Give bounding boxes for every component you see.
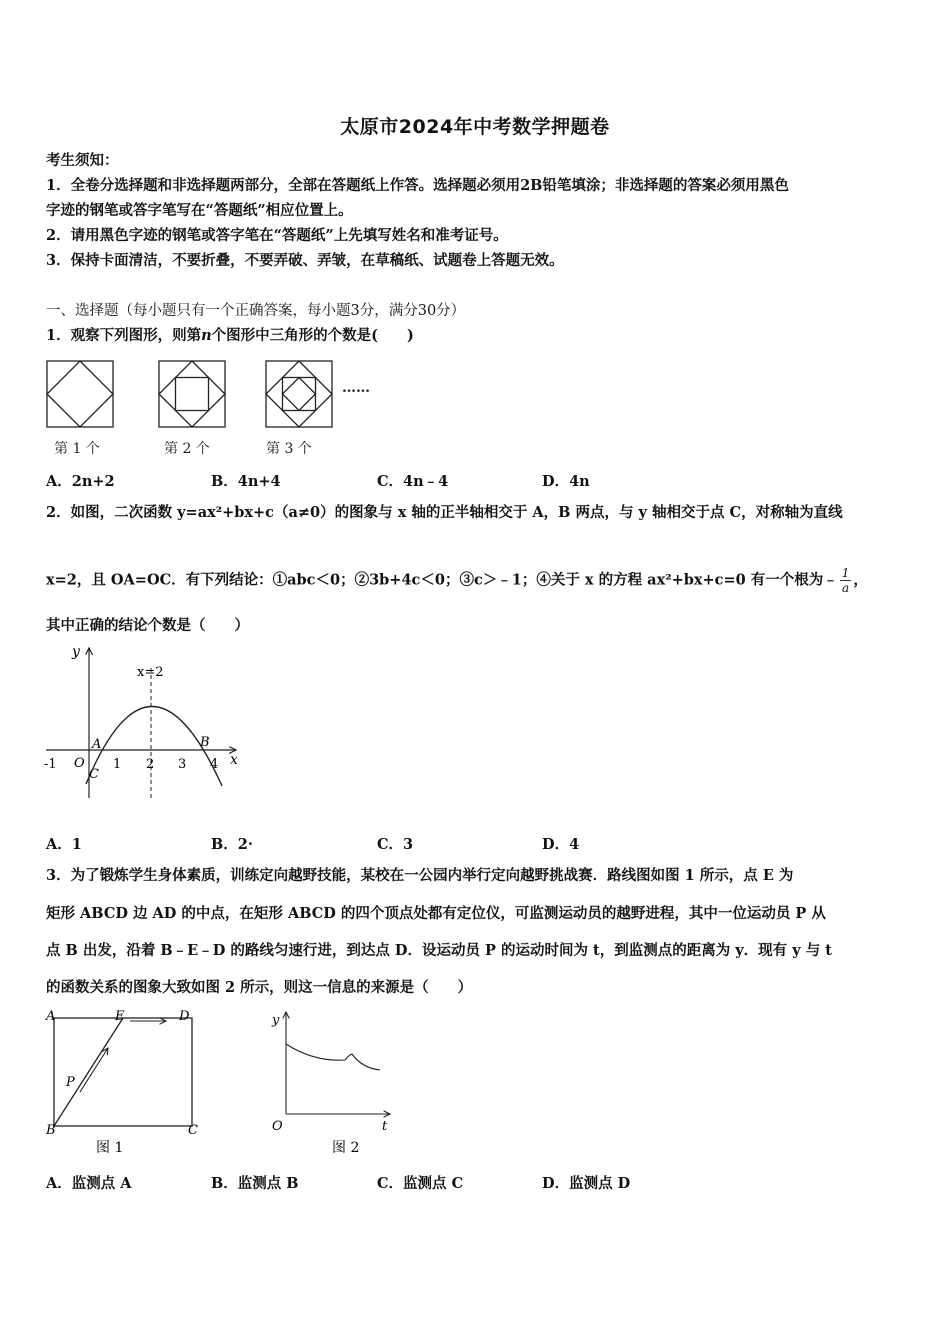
q2-y-label: y — [72, 644, 80, 660]
q1-figures — [44, 358, 444, 430]
q3-option-b[interactable]: B．监测点 B — [211, 1175, 299, 1192]
q2-point-c: C — [89, 767, 99, 782]
q2-option-b[interactable]: B．2· — [211, 836, 253, 853]
q1-figure-label: 第 3 个 — [266, 441, 312, 457]
q2-line-2b: ， — [853, 571, 868, 589]
q2-origin: O — [74, 756, 85, 771]
q2-tick: -1 — [44, 757, 57, 772]
q2-line-2 — [46, 566, 906, 595]
q2-tick: 4 — [210, 757, 219, 772]
section-heading: 一、选择题（每小题只有一个正确答案，每小题3分，满分30分） — [46, 303, 466, 319]
page-title: 太原市2024年中考数学押题卷 — [340, 116, 610, 138]
notice-item: 1．全卷分选择题和非选择题两部分，全部在答题纸上作答。选择题必须用2B铅笔填涂；非选择题的答案必须用黑色 — [46, 177, 789, 194]
q3-line: 点 B 出发，沿着 B﹣E﹣D 的路线匀速行进，到达点 D．设运动员 P 的运动时间为 t，到监测点的距离为 y．现有 y 与 t — [46, 942, 832, 959]
q2-point-a: A — [92, 737, 102, 752]
q1-figure-label: 第 2 个 — [164, 441, 210, 457]
q1-figure-2 — [159, 361, 225, 427]
q3-fig2-y: y — [272, 1013, 280, 1028]
q3-fig2-t: t — [382, 1119, 388, 1134]
notice-item: 3．保持卡面清洁，不要折叠，不要弄破、弄皱，在草稿纸、试题卷上答题无效。 — [46, 252, 564, 269]
q2-graph — [40, 640, 250, 805]
q3-line: 的函数关系的图象大致如图 2 所示，则这一信息的来源是（ ） — [46, 979, 473, 996]
q3-fig2-o: O — [272, 1119, 283, 1134]
q2-option-d[interactable]: D．4 — [542, 836, 580, 853]
q1-ellipsis: …… — [342, 380, 370, 396]
q3-option-c[interactable]: C．监测点 C — [377, 1175, 464, 1192]
q2-x-label: x — [230, 752, 238, 768]
q2-point-b: B — [200, 735, 210, 750]
q1-stem-var: n — [201, 327, 212, 344]
q3-fig2-caption: 图 2 — [332, 1140, 360, 1156]
q1-figure-label: 第 1 个 — [54, 441, 100, 457]
q2-line-2a: x=2，且 OA=OC．有下列结论：①abc＜0；②3b+4c＜0；③c＞﹣1；④关于 x 的方程 ax²+bx+c=0 有一个根为﹣ — [46, 571, 838, 589]
q3-fig1-e: E — [115, 1009, 125, 1024]
q2-fraction-den: a — [842, 581, 850, 595]
q1-option-d[interactable]: D．4n — [542, 473, 590, 490]
q3-fig1-b: B — [46, 1123, 56, 1138]
q3-fig1-p: P — [66, 1075, 75, 1090]
q3-figure-1 — [40, 1006, 220, 1158]
q3-line: 矩形 ABCD 边 AD 的中点，在矩形 ABCD 的四个顶点处都有定位仪，可监测运动员的越野进程，其中一位运动员 P 从 — [46, 905, 826, 922]
q3-figure-2 — [262, 1006, 402, 1158]
q3-fig1-a: A — [46, 1009, 56, 1024]
q3-line: 3．为了锻炼学生身体素质，训练定向越野技能，某校在一公园内举行定向越野挑战赛．路线图如图 1 所示，点 E 为 — [46, 867, 794, 884]
q1-option-b[interactable]: B．4n+4 — [211, 473, 281, 490]
q3-option-a[interactable]: A．监测点 A — [46, 1175, 132, 1192]
q3-fig1-c: C — [188, 1123, 198, 1138]
q1-stem-a: 1．观察下列图形，则第 — [46, 327, 202, 344]
q2-tick: 3 — [178, 757, 187, 772]
q2-line-3: 其中正确的结论个数是（ ） — [46, 617, 249, 634]
q1-option-a[interactable]: A．2n+2 — [46, 473, 115, 490]
q1-option-c[interactable]: C．4n﹣4 — [377, 473, 449, 490]
q2-option-a[interactable]: A．1 — [46, 836, 82, 853]
q2-tick: 2 — [146, 757, 155, 772]
q3-option-d[interactable]: D．监测点 D — [542, 1175, 631, 1192]
q2-fraction-num: 1 — [841, 566, 850, 580]
q2-tick: 1 — [113, 757, 122, 772]
q3-fig1-caption: 图 1 — [96, 1140, 124, 1156]
q2-option-c[interactable]: C．3 — [377, 836, 414, 853]
q1-stem-b: 个图形中三角形的个数是( ) — [211, 327, 414, 344]
q1-figure-3 — [266, 361, 332, 427]
q2-fraction — [840, 566, 852, 595]
notice-item: 2．请用黑色字迹的钢笔或答字笔在“答题纸”上先填写姓名和准考证号。 — [46, 227, 508, 244]
q2-axis-label: x=2 — [137, 665, 164, 680]
notice-item: 字迹的钢笔或答字笔写在“答题纸”相应位置上。 — [46, 202, 353, 219]
notice-heading: 考生须知： — [46, 152, 119, 169]
q2-line-1: 2．如图，二次函数 y=ax²+bx+c（a≠0）的图象与 x 轴的正半轴相交于 A，B 两点，与 y 轴相交于点 C，对称轴为直线 — [46, 504, 843, 521]
q1-figure-1 — [47, 361, 113, 427]
q1-stem — [46, 326, 906, 346]
q3-fig1-d: D — [179, 1009, 190, 1024]
